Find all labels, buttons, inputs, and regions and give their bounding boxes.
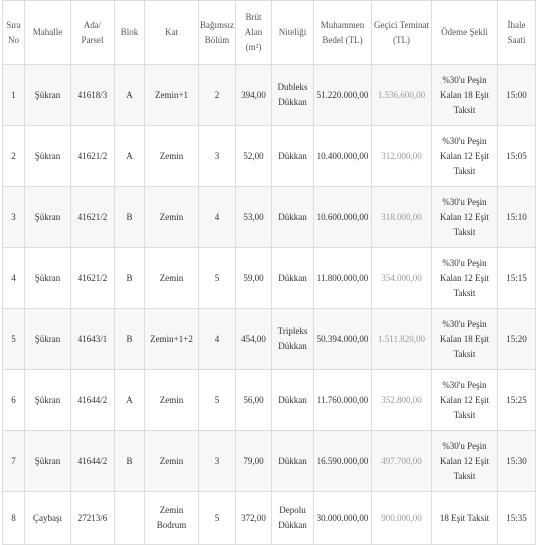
cell-kat: Zemin bbox=[145, 431, 199, 492]
table-row bbox=[3, 65, 536, 126]
cell-bagimsiz-bolum: 5 bbox=[199, 248, 236, 309]
cell-bagimsiz-bolum: 4 bbox=[199, 309, 236, 370]
cell-muhammen-bedel: 30.000.000,00 bbox=[314, 492, 372, 545]
cell-bagimsiz-bolum: 3 bbox=[199, 431, 236, 492]
table-row bbox=[3, 248, 536, 309]
col-ihale-saati-header: İhale Saati bbox=[498, 1, 536, 65]
cell-brut-alan: 79,00 bbox=[236, 431, 272, 492]
cell-mahalle: Şükran bbox=[25, 187, 71, 248]
cell-mahalle: Şükran bbox=[25, 65, 71, 126]
cell-ada-parsel: 41621/2 bbox=[71, 126, 115, 187]
cell-odeme-sekli: %30'u Peşin Kalan 12 Eşit Taksit bbox=[432, 248, 498, 309]
cell-blok: B bbox=[115, 431, 145, 492]
table-row bbox=[3, 187, 536, 248]
cell-sira-no: 1 bbox=[3, 65, 25, 126]
cell-kat: Zemin+1 bbox=[145, 65, 199, 126]
cell-gecici-teminat: 352.800,00 bbox=[372, 370, 432, 431]
cell-muhammen-bedel: 16.590.000,00 bbox=[314, 431, 372, 492]
cell-odeme-sekli: %30'u Peşin Kalan 12 Eşit Taksit bbox=[432, 370, 498, 431]
cell-blok: B bbox=[115, 248, 145, 309]
col-brut-alan-header: Brüt Alan (m²) bbox=[236, 1, 272, 65]
cell-niteligi: Dükkan bbox=[272, 370, 314, 431]
cell-bagimsiz-bolum: 5 bbox=[199, 370, 236, 431]
cell-ada-parsel: 27213/6 bbox=[71, 492, 115, 545]
cell-ihale-saati: 15:10 bbox=[498, 187, 536, 248]
table-row bbox=[3, 309, 536, 370]
col-odeme-sekli-header: Ödeme Şekli bbox=[432, 1, 498, 65]
cell-blok: B bbox=[115, 187, 145, 248]
cell-mahalle: Çaybaşı bbox=[25, 492, 71, 545]
cell-ada-parsel: 41644/2 bbox=[71, 431, 115, 492]
cell-odeme-sekli: 18 Eşit Taksit bbox=[432, 492, 498, 545]
cell-blok: A bbox=[115, 65, 145, 126]
cell-niteligi: Dükkan bbox=[272, 187, 314, 248]
cell-ada-parsel: 41643/1 bbox=[71, 309, 115, 370]
cell-gecici-teminat: 900.000,00 bbox=[372, 492, 432, 545]
cell-brut-alan: 394,00 bbox=[236, 65, 272, 126]
col-sira-no-header: Sıra No bbox=[3, 1, 25, 65]
cell-gecici-teminat: 312.000,00 bbox=[372, 126, 432, 187]
col-gecici-teminat-header: Geçici Teminat (TL) bbox=[372, 1, 432, 65]
cell-niteligi: Dükkan bbox=[272, 126, 314, 187]
table-body bbox=[3, 65, 536, 545]
cell-brut-alan: 53,00 bbox=[236, 187, 272, 248]
cell-niteligi: Dükkan bbox=[272, 431, 314, 492]
cell-kat: Zemin bbox=[145, 126, 199, 187]
cell-gecici-teminat: 354.000,00 bbox=[372, 248, 432, 309]
cell-sira-no: 5 bbox=[3, 309, 25, 370]
cell-niteligi: Tripleks Dükkan bbox=[272, 309, 314, 370]
cell-blok bbox=[115, 492, 145, 545]
cell-ada-parsel: 41618/3 bbox=[71, 65, 115, 126]
cell-mahalle: Şükran bbox=[25, 126, 71, 187]
cell-sira-no: 2 bbox=[3, 126, 25, 187]
table-row bbox=[3, 370, 536, 431]
cell-kat: Zemin bbox=[145, 187, 199, 248]
cell-ihale-saati: 15:35 bbox=[498, 492, 536, 545]
cell-muhammen-bedel: 11.760.000,00 bbox=[314, 370, 372, 431]
col-muhammen-bedel-header: Muhammen Bedel (TL) bbox=[314, 1, 372, 65]
cell-gecici-teminat: 1.511.820,00 bbox=[372, 309, 432, 370]
cell-gecici-teminat: 318.000,00 bbox=[372, 187, 432, 248]
cell-ihale-saati: 15:05 bbox=[498, 126, 536, 187]
cell-sira-no: 4 bbox=[3, 248, 25, 309]
cell-blok: B bbox=[115, 309, 145, 370]
cell-ada-parsel: 41621/2 bbox=[71, 187, 115, 248]
cell-ihale-saati: 15:15 bbox=[498, 248, 536, 309]
cell-mahalle: Şükran bbox=[25, 370, 71, 431]
cell-kat: Zemin Bodrum bbox=[145, 492, 199, 545]
cell-niteligi: Dubleks Dükkan bbox=[272, 65, 314, 126]
cell-gecici-teminat: 1.536.600,00 bbox=[372, 65, 432, 126]
cell-kat: Zemin bbox=[145, 370, 199, 431]
col-kat-header: Kat bbox=[145, 1, 199, 65]
cell-ada-parsel: 41644/2 bbox=[71, 370, 115, 431]
cell-ihale-saati: 15:30 bbox=[498, 431, 536, 492]
cell-gecici-teminat: 497.700,00 bbox=[372, 431, 432, 492]
cell-muhammen-bedel: 51.220.000,00 bbox=[314, 65, 372, 126]
cell-brut-alan: 372,00 bbox=[236, 492, 272, 545]
cell-bagimsiz-bolum: 2 bbox=[199, 65, 236, 126]
cell-blok: A bbox=[115, 370, 145, 431]
cell-brut-alan: 59,00 bbox=[236, 248, 272, 309]
cell-niteligi: Dükkan bbox=[272, 248, 314, 309]
cell-odeme-sekli: %30'u Peşin Kalan 12 Eşit Taksit bbox=[432, 431, 498, 492]
cell-brut-alan: 56,00 bbox=[236, 370, 272, 431]
cell-brut-alan: 454,00 bbox=[236, 309, 272, 370]
cell-muhammen-bedel: 10.600.000,00 bbox=[314, 187, 372, 248]
header-row bbox=[3, 1, 536, 65]
table-row bbox=[3, 492, 536, 545]
cell-ihale-saati: 15:25 bbox=[498, 370, 536, 431]
cell-bagimsiz-bolum: 3 bbox=[199, 126, 236, 187]
cell-muhammen-bedel: 10.400.000,00 bbox=[314, 126, 372, 187]
cell-mahalle: Şükran bbox=[25, 309, 71, 370]
table-row bbox=[3, 431, 536, 492]
cell-sira-no: 3 bbox=[3, 187, 25, 248]
cell-ihale-saati: 15:00 bbox=[498, 65, 536, 126]
cell-kat: Zemin+1+2 bbox=[145, 309, 199, 370]
cell-sira-no: 7 bbox=[3, 431, 25, 492]
cell-niteligi: Depolu Dükkan bbox=[272, 492, 314, 545]
col-bagimsiz-bolum-header: Bağımsız Bölüm bbox=[199, 1, 236, 65]
col-niteligi-header: Niteliği bbox=[272, 1, 314, 65]
cell-sira-no: 6 bbox=[3, 370, 25, 431]
cell-brut-alan: 52,00 bbox=[236, 126, 272, 187]
cell-ada-parsel: 41621/2 bbox=[71, 248, 115, 309]
cell-muhammen-bedel: 11.800.000,00 bbox=[314, 248, 372, 309]
cell-odeme-sekli: %30'u Peşin Kalan 18 Eşit Taksit bbox=[432, 65, 498, 126]
col-mahalle-header: Mahalle bbox=[25, 1, 71, 65]
auction-table bbox=[2, 0, 536, 545]
cell-blok: A bbox=[115, 126, 145, 187]
cell-odeme-sekli: %30'u Peşin Kalan 12 Eşit Taksit bbox=[432, 187, 498, 248]
cell-kat: Zemin bbox=[145, 248, 199, 309]
cell-bagimsiz-bolum: 4 bbox=[199, 187, 236, 248]
table-row bbox=[3, 126, 536, 187]
col-ada-parsel-header: Ada/ Parsel bbox=[71, 1, 115, 65]
cell-odeme-sekli: %30'u Peşin Kalan 18 Eşit Taksit bbox=[432, 309, 498, 370]
cell-ihale-saati: 15:20 bbox=[498, 309, 536, 370]
cell-muhammen-bedel: 50.394.000,00 bbox=[314, 309, 372, 370]
col-blok-header: Blok bbox=[115, 1, 145, 65]
cell-bagimsiz-bolum: 5 bbox=[199, 492, 236, 545]
cell-odeme-sekli: %30'u Peşin Kalan 12 Eşit Taksit bbox=[432, 126, 498, 187]
cell-sira-no: 8 bbox=[3, 492, 25, 545]
cell-mahalle: Şükran bbox=[25, 248, 71, 309]
cell-mahalle: Şükran bbox=[25, 431, 71, 492]
